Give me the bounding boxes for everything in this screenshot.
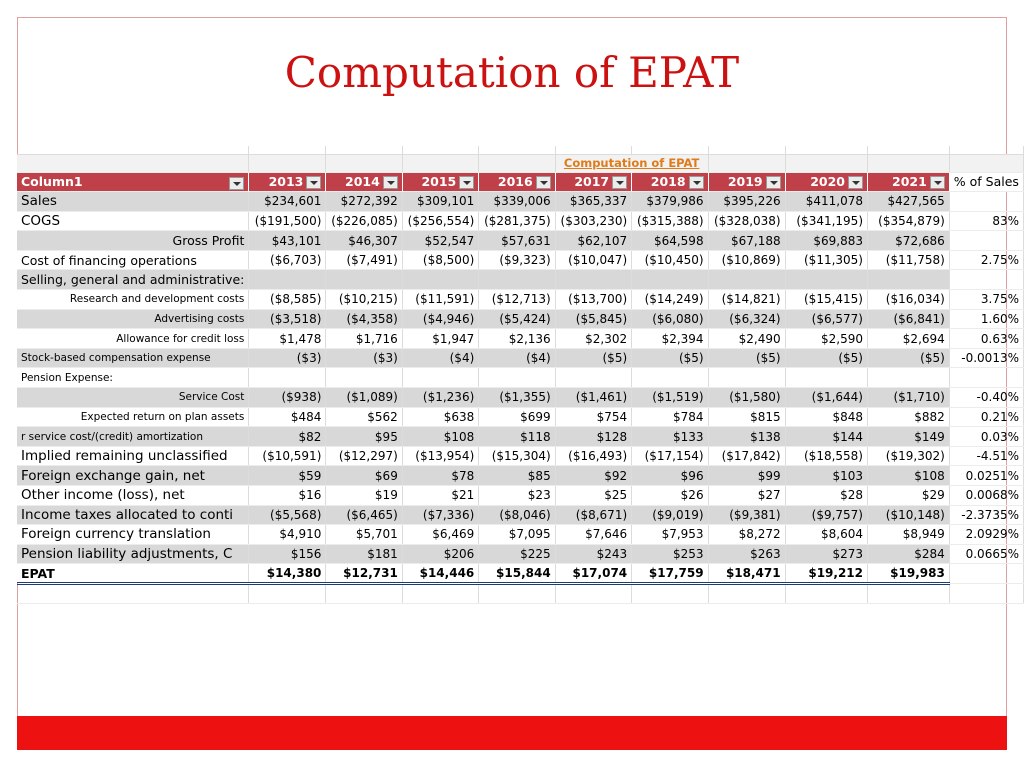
- pct-of-sales-cell[interactable]: [949, 270, 1023, 290]
- row-label[interactable]: Service Cost: [17, 388, 249, 408]
- table-row: [17, 290, 1024, 310]
- value-cell[interactable]: ($6,080): [632, 309, 708, 329]
- value-cell[interactable]: $52,547: [402, 231, 478, 251]
- table-row: [17, 446, 1024, 466]
- value-cell[interactable]: ($4,946): [402, 309, 478, 329]
- empty-cell[interactable]: [479, 583, 555, 603]
- filter-dropdown-icon[interactable]: [536, 176, 551, 189]
- filter-dropdown-icon[interactable]: [848, 176, 863, 189]
- row-label[interactable]: Pension Expense:: [17, 368, 249, 388]
- value-cell[interactable]: $96: [632, 466, 708, 486]
- value-cell[interactable]: ($9,323): [479, 250, 555, 270]
- pct-of-sales-cell[interactable]: -4.51%: [949, 446, 1023, 466]
- value-cell[interactable]: $2,394: [632, 329, 708, 349]
- year-header-label: 2021: [892, 174, 927, 190]
- value-cell[interactable]: $19,983: [868, 564, 950, 584]
- pct-of-sales-cell[interactable]: 2.0929%: [949, 525, 1023, 545]
- value-cell[interactable]: ($5): [555, 348, 631, 368]
- value-cell[interactable]: ($10,591): [249, 446, 326, 466]
- filter-dropdown-icon[interactable]: [459, 176, 474, 189]
- epat-table: [17, 146, 1024, 604]
- value-cell[interactable]: ($15,415): [785, 290, 867, 310]
- table-row: [17, 427, 1024, 447]
- value-cell[interactable]: $8,949: [868, 525, 950, 545]
- value-cell[interactable]: $149: [868, 427, 950, 447]
- value-cell[interactable]: ($938): [249, 388, 326, 408]
- value-cell[interactable]: $12,731: [326, 564, 402, 584]
- value-cell[interactable]: ($10,869): [708, 250, 785, 270]
- value-cell[interactable]: $69: [326, 466, 402, 486]
- value-cell[interactable]: $23: [479, 486, 555, 506]
- value-cell[interactable]: $128: [555, 427, 631, 447]
- pct-of-sales-cell[interactable]: 0.63%: [949, 329, 1023, 349]
- value-cell[interactable]: ($1,644): [785, 388, 867, 408]
- table-row: [17, 466, 1024, 486]
- table-row: [17, 407, 1024, 427]
- pct-of-sales-cell[interactable]: 0.03%: [949, 427, 1023, 447]
- value-cell[interactable]: $427,565: [868, 192, 950, 212]
- value-cell[interactable]: ($3): [326, 348, 402, 368]
- value-cell[interactable]: $395,226: [708, 192, 785, 212]
- value-cell[interactable]: [868, 270, 950, 290]
- year-header-label: 2017: [574, 174, 610, 190]
- pct-of-sales-cell[interactable]: 1.60%: [949, 309, 1023, 329]
- value-cell[interactable]: ($256,554): [402, 211, 478, 231]
- pct-of-sales-cell[interactable]: 0.0665%: [949, 544, 1023, 564]
- empty-cell[interactable]: [249, 583, 326, 603]
- value-cell[interactable]: ($14,249): [632, 290, 708, 310]
- value-cell[interactable]: ($6,703): [249, 250, 326, 270]
- year-header-2015[interactable]: [402, 172, 478, 192]
- sheet-top-row: [17, 146, 1024, 154]
- value-cell[interactable]: $14,380: [249, 564, 326, 584]
- value-cell[interactable]: $26: [632, 486, 708, 506]
- row-label[interactable]: Foreign currency translation: [17, 525, 249, 545]
- value-cell[interactable]: $4,910: [249, 525, 326, 545]
- value-cell[interactable]: ($11,305): [785, 250, 867, 270]
- value-cell[interactable]: ($17,154): [632, 446, 708, 466]
- value-cell[interactable]: $2,302: [555, 329, 631, 349]
- empty-cell[interactable]: [785, 583, 867, 603]
- pct-of-sales-cell[interactable]: 3.75%: [949, 290, 1023, 310]
- value-cell[interactable]: $273: [785, 544, 867, 564]
- value-cell[interactable]: $8,272: [708, 525, 785, 545]
- value-cell[interactable]: ($6,841): [868, 309, 950, 329]
- value-cell[interactable]: ($5): [868, 348, 950, 368]
- value-cell[interactable]: $118: [479, 427, 555, 447]
- value-cell[interactable]: ($10,148): [868, 505, 950, 525]
- value-cell[interactable]: [479, 368, 555, 388]
- spreadsheet-table: [17, 146, 1024, 654]
- value-cell[interactable]: [785, 270, 867, 290]
- value-cell[interactable]: ($1,461): [555, 388, 631, 408]
- value-cell[interactable]: ($1,355): [479, 388, 555, 408]
- value-cell[interactable]: [708, 368, 785, 388]
- value-cell[interactable]: $17,759: [632, 564, 708, 584]
- empty-cell[interactable]: [949, 583, 1023, 603]
- value-cell[interactable]: $562: [326, 407, 402, 427]
- value-cell[interactable]: ($10,450): [632, 250, 708, 270]
- table-row: [17, 211, 1024, 231]
- value-cell[interactable]: ($5): [708, 348, 785, 368]
- value-cell[interactable]: $263: [708, 544, 785, 564]
- value-cell[interactable]: ($354,879): [868, 211, 950, 231]
- value-cell[interactable]: $82: [249, 427, 326, 447]
- value-cell[interactable]: $181: [326, 544, 402, 564]
- value-cell[interactable]: ($3): [249, 348, 326, 368]
- value-cell[interactable]: ($4): [479, 348, 555, 368]
- filter-dropdown-icon[interactable]: [306, 176, 321, 189]
- year-header-label: 2013: [268, 174, 304, 190]
- year-header-label: 2015: [421, 174, 457, 190]
- value-cell[interactable]: ($6,577): [785, 309, 867, 329]
- row-label[interactable]: Selling, general and administrative:: [17, 270, 249, 290]
- value-cell[interactable]: $21: [402, 486, 478, 506]
- value-cell[interactable]: $225: [479, 544, 555, 564]
- year-header-2020[interactable]: [785, 172, 867, 192]
- value-cell[interactable]: ($191,500): [249, 211, 326, 231]
- filter-dropdown-icon[interactable]: [689, 176, 704, 189]
- value-cell[interactable]: [555, 270, 631, 290]
- value-cell[interactable]: $882: [868, 407, 950, 427]
- value-cell[interactable]: ($1,236): [402, 388, 478, 408]
- value-cell[interactable]: $6,469: [402, 525, 478, 545]
- filter-dropdown-icon[interactable]: [383, 176, 398, 189]
- row-label[interactable]: Research and development costs: [17, 290, 249, 310]
- value-cell[interactable]: ($8,585): [249, 290, 326, 310]
- value-cell[interactable]: $28: [785, 486, 867, 506]
- table-row: [17, 525, 1024, 545]
- value-cell[interactable]: $2,136: [479, 329, 555, 349]
- table-row: [17, 564, 1024, 584]
- value-cell[interactable]: ($4): [402, 348, 478, 368]
- pct-of-sales-cell[interactable]: -2.3735%: [949, 505, 1023, 525]
- column1-header[interactable]: [17, 172, 249, 192]
- row-label[interactable]: Implied remaining unclassified: [17, 446, 249, 466]
- year-header-label: 2014: [345, 174, 380, 190]
- table-row: [17, 192, 1024, 212]
- value-cell[interactable]: ($9,757): [785, 505, 867, 525]
- table-row: [17, 486, 1024, 506]
- value-cell[interactable]: $2,590: [785, 329, 867, 349]
- year-header-2021[interactable]: [868, 172, 950, 192]
- value-cell[interactable]: $754: [555, 407, 631, 427]
- value-cell[interactable]: ($11,758): [868, 250, 950, 270]
- pct-of-sales-cell[interactable]: -0.40%: [949, 388, 1023, 408]
- value-cell[interactable]: ($13,954): [402, 446, 478, 466]
- value-cell[interactable]: $16: [249, 486, 326, 506]
- empty-cell[interactable]: [632, 583, 708, 603]
- table-row: [17, 250, 1024, 270]
- value-cell[interactable]: $234,601: [249, 192, 326, 212]
- value-cell[interactable]: [326, 368, 402, 388]
- empty-cell[interactable]: [555, 583, 631, 603]
- value-cell[interactable]: ($5): [785, 348, 867, 368]
- row-label[interactable]: Foreign exchange gain, net: [17, 466, 249, 486]
- value-cell[interactable]: ($10,047): [555, 250, 631, 270]
- row-label[interactable]: Income taxes allocated to conti: [17, 505, 249, 525]
- pct-of-sales-cell[interactable]: 0.21%: [949, 407, 1023, 427]
- pct-of-sales-cell[interactable]: 0.0251%: [949, 466, 1023, 486]
- value-cell[interactable]: ($7,336): [402, 505, 478, 525]
- value-cell[interactable]: $92: [555, 466, 631, 486]
- value-cell[interactable]: [632, 270, 708, 290]
- value-cell[interactable]: $95: [326, 427, 402, 447]
- table-row: [17, 368, 1024, 388]
- value-cell[interactable]: ($6,324): [708, 309, 785, 329]
- value-cell[interactable]: $29: [868, 486, 950, 506]
- value-cell[interactable]: $138: [708, 427, 785, 447]
- value-cell[interactable]: ($4,358): [326, 309, 402, 329]
- value-cell[interactable]: ($3,518): [249, 309, 326, 329]
- year-header-2014[interactable]: [326, 172, 402, 192]
- value-cell[interactable]: $253: [632, 544, 708, 564]
- value-cell[interactable]: ($8,500): [402, 250, 478, 270]
- value-cell[interactable]: $1,716: [326, 329, 402, 349]
- year-header-label: 2020: [810, 174, 845, 190]
- value-cell[interactable]: ($1,580): [708, 388, 785, 408]
- value-cell[interactable]: ($9,381): [708, 505, 785, 525]
- table-row: [17, 231, 1024, 251]
- value-cell[interactable]: $339,006: [479, 192, 555, 212]
- value-cell[interactable]: $43,101: [249, 231, 326, 251]
- pct-of-sales-cell[interactable]: 2.75%: [949, 250, 1023, 270]
- value-cell[interactable]: [249, 270, 326, 290]
- value-cell[interactable]: ($1,519): [632, 388, 708, 408]
- row-label[interactable]: Advertising costs: [17, 309, 249, 329]
- value-cell[interactable]: ($17,842): [708, 446, 785, 466]
- row-label[interactable]: Gross Profit: [17, 231, 249, 251]
- value-cell[interactable]: ($15,304): [479, 446, 555, 466]
- value-cell[interactable]: ($281,375): [479, 211, 555, 231]
- value-cell[interactable]: $848: [785, 407, 867, 427]
- empty-cell[interactable]: [17, 583, 249, 603]
- value-cell[interactable]: $206: [402, 544, 478, 564]
- value-cell[interactable]: ($1,089): [326, 388, 402, 408]
- column1-header-label: Column1: [21, 173, 83, 189]
- value-cell[interactable]: $25: [555, 486, 631, 506]
- value-cell[interactable]: ($226,085): [326, 211, 402, 231]
- row-label[interactable]: Cost of financing operations: [17, 250, 249, 270]
- row-label[interactable]: Sales: [17, 192, 249, 212]
- value-cell[interactable]: $64,598: [632, 231, 708, 251]
- empty-cell[interactable]: [868, 583, 950, 603]
- value-cell[interactable]: ($341,195): [785, 211, 867, 231]
- year-header-2016[interactable]: [479, 172, 555, 192]
- value-cell[interactable]: $7,646: [555, 525, 631, 545]
- table-row: [17, 309, 1024, 329]
- pct-of-sales-cell[interactable]: [949, 564, 1023, 584]
- empty-cell[interactable]: [708, 583, 785, 603]
- value-cell[interactable]: $27: [708, 486, 785, 506]
- row-label[interactable]: Allowance for credit loss: [17, 329, 249, 349]
- value-cell[interactable]: [402, 368, 478, 388]
- value-cell[interactable]: $484: [249, 407, 326, 427]
- value-cell[interactable]: $62,107: [555, 231, 631, 251]
- value-cell[interactable]: ($18,558): [785, 446, 867, 466]
- pct-of-sales-cell[interactable]: [949, 192, 1023, 212]
- value-cell[interactable]: [708, 270, 785, 290]
- value-cell[interactable]: $638: [402, 407, 478, 427]
- value-cell[interactable]: $19: [326, 486, 402, 506]
- table-caption: Computation of EPAT: [555, 154, 708, 172]
- pct-of-sales-cell[interactable]: 0.0068%: [949, 486, 1023, 506]
- table-row: [17, 544, 1024, 564]
- value-cell[interactable]: ($8,046): [479, 505, 555, 525]
- value-cell[interactable]: [785, 368, 867, 388]
- filter-dropdown-icon[interactable]: [229, 177, 244, 190]
- value-cell[interactable]: ($19,302): [868, 446, 950, 466]
- value-cell[interactable]: ($14,821): [708, 290, 785, 310]
- pct-of-sales-cell[interactable]: 83%: [949, 211, 1023, 231]
- pct-of-sales-cell[interactable]: -0.0013%: [949, 348, 1023, 368]
- value-cell[interactable]: $784: [632, 407, 708, 427]
- value-cell[interactable]: ($12,713): [479, 290, 555, 310]
- table-row: [17, 388, 1024, 408]
- value-cell[interactable]: ($9,019): [632, 505, 708, 525]
- value-cell[interactable]: $309,101: [402, 192, 478, 212]
- value-cell[interactable]: ($16,034): [868, 290, 950, 310]
- value-cell[interactable]: $108: [868, 466, 950, 486]
- value-cell[interactable]: $15,844: [479, 564, 555, 584]
- row-label[interactable]: EPAT: [17, 564, 249, 584]
- value-cell[interactable]: ($303,230): [555, 211, 631, 231]
- value-cell[interactable]: [249, 368, 326, 388]
- value-cell[interactable]: [479, 270, 555, 290]
- value-cell[interactable]: ($1,710): [868, 388, 950, 408]
- row-label[interactable]: Other income (loss), net: [17, 486, 249, 506]
- filter-dropdown-icon[interactable]: [930, 176, 945, 189]
- value-cell[interactable]: $78: [402, 466, 478, 486]
- value-cell[interactable]: $365,337: [555, 192, 631, 212]
- value-cell[interactable]: ($10,215): [326, 290, 402, 310]
- value-cell[interactable]: $144: [785, 427, 867, 447]
- value-cell[interactable]: [632, 368, 708, 388]
- value-cell[interactable]: $69,883: [785, 231, 867, 251]
- value-cell[interactable]: $8,604: [785, 525, 867, 545]
- value-cell[interactable]: $243: [555, 544, 631, 564]
- slide-title: Computation of EPAT: [284, 48, 740, 97]
- value-cell[interactable]: ($12,297): [326, 446, 402, 466]
- filter-dropdown-icon[interactable]: [766, 176, 781, 189]
- row-label[interactable]: Stock-based compensation expense: [17, 348, 249, 368]
- value-cell[interactable]: $699: [479, 407, 555, 427]
- value-cell[interactable]: $108: [402, 427, 478, 447]
- value-cell[interactable]: $1,947: [402, 329, 478, 349]
- value-cell[interactable]: $7,095: [479, 525, 555, 545]
- year-header-2017[interactable]: [555, 172, 631, 192]
- row-label[interactable]: COGS: [17, 211, 249, 231]
- value-cell[interactable]: $411,078: [785, 192, 867, 212]
- value-cell[interactable]: $103: [785, 466, 867, 486]
- value-cell[interactable]: $85: [479, 466, 555, 486]
- value-cell[interactable]: $14,446: [402, 564, 478, 584]
- value-cell[interactable]: $5,701: [326, 525, 402, 545]
- table-row: [17, 329, 1024, 349]
- year-header-2018[interactable]: [632, 172, 708, 192]
- value-cell[interactable]: $67,188: [708, 231, 785, 251]
- value-cell[interactable]: $815: [708, 407, 785, 427]
- value-cell[interactable]: ($5,568): [249, 505, 326, 525]
- table-row: [17, 505, 1024, 525]
- year-header-label: 2016: [497, 174, 533, 190]
- value-cell[interactable]: $99: [708, 466, 785, 486]
- pct-of-sales-cell[interactable]: [949, 231, 1023, 251]
- value-cell[interactable]: $72,686: [868, 231, 950, 251]
- year-header-2013[interactable]: [249, 172, 326, 192]
- value-cell[interactable]: $59: [249, 466, 326, 486]
- value-cell[interactable]: ($11,591): [402, 290, 478, 310]
- value-cell[interactable]: $46,307: [326, 231, 402, 251]
- empty-cell[interactable]: [402, 583, 478, 603]
- pct-of-sales-cell[interactable]: [949, 368, 1023, 388]
- value-cell[interactable]: $379,986: [632, 192, 708, 212]
- value-cell[interactable]: [555, 368, 631, 388]
- value-cell[interactable]: ($5): [632, 348, 708, 368]
- header-row: [17, 172, 1024, 192]
- year-header-label: 2019: [727, 174, 763, 190]
- value-cell[interactable]: $133: [632, 427, 708, 447]
- value-cell[interactable]: $2,694: [868, 329, 950, 349]
- value-cell[interactable]: ($328,038): [708, 211, 785, 231]
- value-cell[interactable]: ($7,491): [326, 250, 402, 270]
- value-cell[interactable]: $156: [249, 544, 326, 564]
- table-row: [17, 348, 1024, 368]
- year-header-label: 2018: [650, 174, 686, 190]
- value-cell[interactable]: ($315,388): [632, 211, 708, 231]
- value-cell[interactable]: ($16,493): [555, 446, 631, 466]
- caption-row: [17, 154, 1024, 172]
- pct-sales-header: % of Sales: [949, 172, 1023, 192]
- value-cell[interactable]: ($5,424): [479, 309, 555, 329]
- value-cell[interactable]: ($8,671): [555, 505, 631, 525]
- value-cell[interactable]: $57,631: [479, 231, 555, 251]
- value-cell[interactable]: [326, 270, 402, 290]
- value-cell[interactable]: [402, 270, 478, 290]
- value-cell[interactable]: $272,392: [326, 192, 402, 212]
- empty-row: [17, 583, 1024, 603]
- value-cell[interactable]: ($5,845): [555, 309, 631, 329]
- row-label[interactable]: r service cost/(credit) amortization: [17, 427, 249, 447]
- value-cell[interactable]: $17,074: [555, 564, 631, 584]
- table-row: [17, 270, 1024, 290]
- row-label[interactable]: Expected return on plan assets: [17, 407, 249, 427]
- value-cell[interactable]: ($6,465): [326, 505, 402, 525]
- row-label[interactable]: Pension liability adjustments, C: [17, 544, 249, 564]
- value-cell[interactable]: $7,953: [632, 525, 708, 545]
- year-header-2019[interactable]: [708, 172, 785, 192]
- value-cell[interactable]: $1,478: [249, 329, 326, 349]
- value-cell[interactable]: $18,471: [708, 564, 785, 584]
- value-cell[interactable]: $19,212: [785, 564, 867, 584]
- bottom-accent-bar: [17, 716, 1007, 750]
- value-cell[interactable]: $284: [868, 544, 950, 564]
- value-cell[interactable]: [868, 368, 950, 388]
- value-cell[interactable]: ($13,700): [555, 290, 631, 310]
- filter-dropdown-icon[interactable]: [612, 176, 627, 189]
- empty-cell[interactable]: [326, 583, 402, 603]
- value-cell[interactable]: $2,490: [708, 329, 785, 349]
